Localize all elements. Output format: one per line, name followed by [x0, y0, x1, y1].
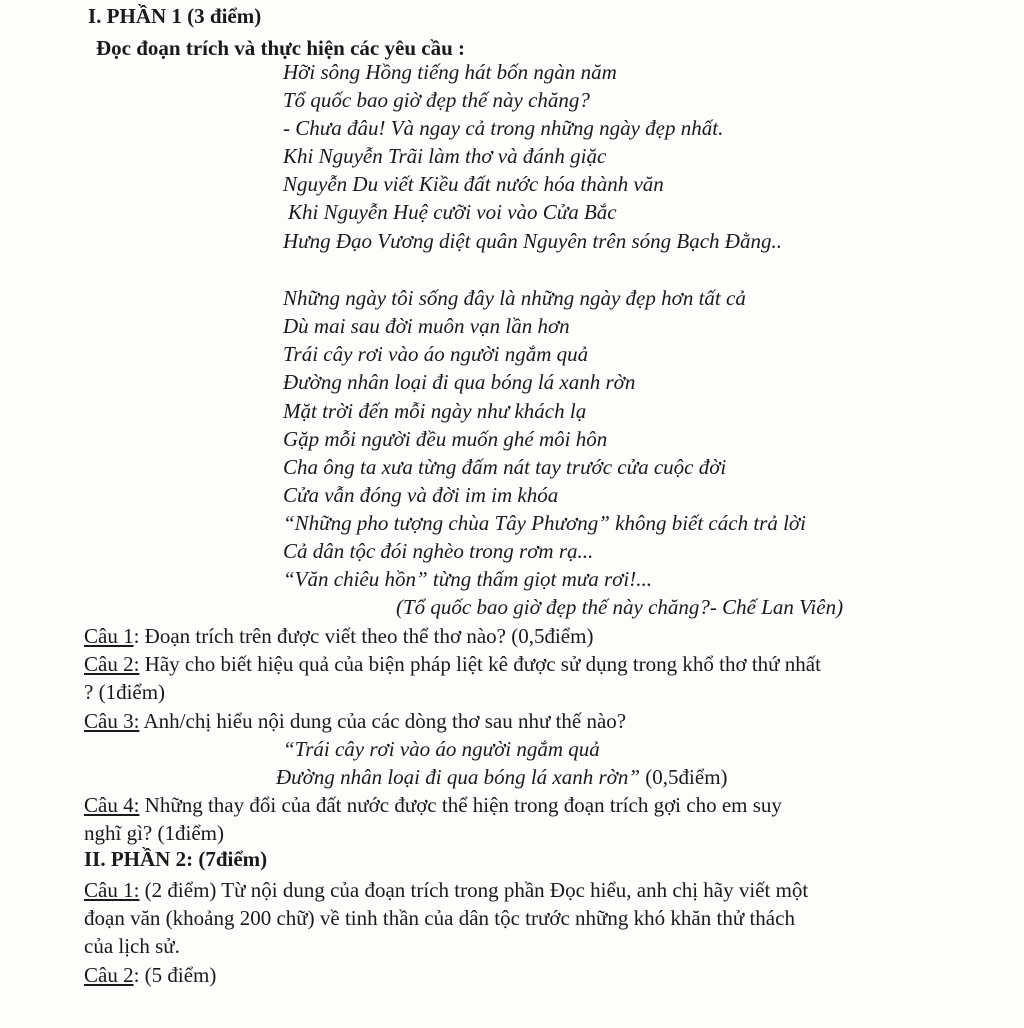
poem-line: Đường nhân loại đi qua bóng lá xanh rờn: [283, 370, 636, 394]
poem-line: Khi Nguyễn Huệ cưỡi voi vào Cửa Bắc: [288, 200, 617, 224]
quote-text: Đường nhân loại đi qua bóng lá xanh rờn”: [276, 765, 641, 789]
question-label: Câu 1:: [84, 878, 140, 902]
poem-source: (Tổ quốc bao giờ đẹp thế này chăng?- Chế Lan Viên): [396, 595, 844, 619]
question-2-continued: ? (1điểm): [84, 680, 166, 704]
question-label: Câu 1: [84, 624, 134, 648]
poem-line: Trái cây rơi vào áo người ngắm quả: [283, 342, 589, 366]
question-text: Anh/chị hiểu nội dung của các dòng thơ sau như thế nào?: [139, 709, 627, 733]
part1-heading: I. PHẦN 1 (3 điểm): [88, 4, 262, 28]
poem-line: Tổ quốc bao giờ đẹp thế này chăng?: [283, 88, 590, 112]
poem-line: Gặp mỗi người đều muốn ghé môi hôn: [283, 427, 608, 451]
question-text: Hãy cho biết hiệu quả của biện pháp liệt kê được sử dụng trong khổ thơ thứ nhất: [139, 652, 821, 676]
part2-question-2: [84, 961, 216, 989]
poem-line: Hưng Đạo Vương diệt quân Nguyên trên sóng Bạch Đằng..: [283, 229, 782, 253]
question-text: : (5 điểm): [133, 963, 217, 987]
poem-line: Cả dân tộc đói nghèo trong rơm rạ...: [283, 539, 594, 563]
poem-line: Dù mai sau đời muôn vạn lần hơn: [283, 314, 570, 338]
question-label: Câu 4:: [84, 793, 140, 817]
poem-line: Hỡi sông Hồng tiếng hát bốn ngàn năm: [283, 60, 617, 84]
question-text: : Đoạn trích trên được viết theo thể thơ nào? (0,5điểm): [133, 624, 594, 648]
part2-question-1: [84, 876, 808, 904]
question-label: Câu 2:: [84, 652, 140, 676]
points: (0,5điểm): [640, 765, 728, 789]
question-text: Những thay đổi của đất nước được thể hiện trong đoạn trích gợi cho em suy: [139, 793, 782, 817]
part1-instruction: Đọc đoạn trích và thực hiện các yêu cầu :: [96, 36, 465, 60]
poem-line: Những ngày tôi sống đây là những ngày đẹp hơn tất cả: [283, 286, 746, 310]
poem-line: Khi Nguyễn Trãi làm thơ và đánh giặc: [283, 144, 607, 168]
question-4-continued: nghĩ gì? (1điểm): [84, 821, 224, 845]
question-4: [84, 791, 782, 819]
part2-question-1-continued: của lịch sử.: [84, 934, 180, 958]
quoted-poem-line: “Trái cây rơi vào áo người ngắm quả: [283, 737, 600, 761]
quoted-poem-line: [276, 763, 728, 791]
question-3: [84, 707, 626, 735]
poem-line: Mặt trời đến mỗi ngày như khách lạ: [283, 399, 587, 423]
poem-line: Nguyễn Du viết Kiều đất nước hóa thành văn: [283, 172, 664, 196]
question-text: (2 điểm) Từ nội dung của đoạn trích trong phần Đọc hiểu, anh chị hãy viết một: [139, 878, 809, 902]
poem-line: “Văn chiêu hồn” từng thấm giọt mưa rơi!...: [283, 567, 652, 591]
part2-question-1-continued: đoạn văn (khoảng 200 chữ) về tinh thần của dân tộc trước những khó khăn thử thách: [84, 906, 795, 930]
part2-heading: II. PHẦN 2: (7điểm): [84, 847, 268, 871]
question-1: [84, 622, 593, 650]
question-label: Câu 3:: [84, 709, 140, 733]
poem-line: Cửa vẫn đóng và đời im im khóa: [283, 483, 559, 507]
question-2: [84, 650, 821, 678]
poem-line: “Những pho tượng chùa Tây Phương” không biết cách trả lời: [283, 511, 806, 535]
poem-line: Cha ông ta xưa từng đấm nát tay trước cửa cuộc đời: [283, 455, 727, 479]
question-label: Câu 2: [84, 963, 134, 987]
poem-line: - Chưa đâu! Và ngay cả trong những ngày đẹp nhất.: [283, 116, 724, 140]
